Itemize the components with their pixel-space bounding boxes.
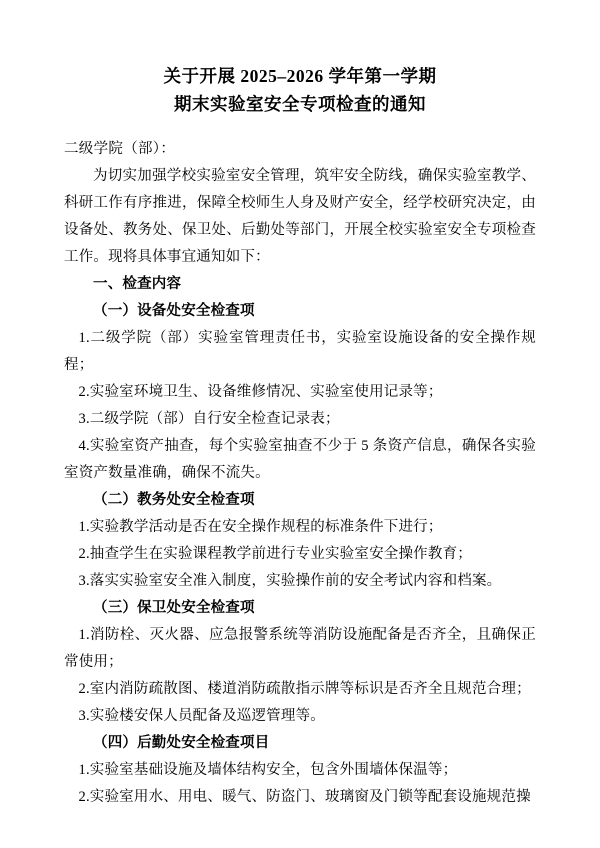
subsection-heading-equipment: （一）设备处安全检查项 xyxy=(93,303,255,319)
section-heading-inspection-content: 一、检查内容 xyxy=(93,276,182,292)
list-item: 3.落实实验室安全准入制度，实验操作前的安全考试内容和档案。 xyxy=(78,573,502,589)
list-item: 1.二级学院（部）实验室管理责任书，实验室设施设备的安全操作规程； xyxy=(64,330,536,373)
list-item: 1.消防栓、灭火器、应急报警系统等消防设施配备是否齐全，且确保正常使用； xyxy=(64,627,536,670)
list-item: 3.实验楼安保人员配备及巡逻管理等。 xyxy=(78,708,325,724)
list-item: 1.实验教学活动是否在安全操作规程的标准条件下进行； xyxy=(78,519,443,535)
list-item: 3.二级学院（部）自行安全检查记录表； xyxy=(78,411,340,427)
list-item: 1.实验室基础设施及墙体结构安全，包含外围墙体保温等； xyxy=(78,762,458,778)
addressee: 二级学院（部）： xyxy=(64,141,176,157)
page-title-line-2: 期末实验室安全专项检查的通知 xyxy=(174,94,426,114)
subsection-heading-security: （三）保卫处安全检查项 xyxy=(93,600,255,616)
list-item: 2.实验室环境卫生、设备维修情况、实验室使用记录等； xyxy=(78,384,443,400)
list-item: 2.实验室用水、用电、暖气、防盗门、玻璃窗及门锁等配套设施规范操 xyxy=(78,789,531,805)
list-item: 4.实验室资产抽查，每个实验室抽查不少于 5 条资产信息，确保各实验室资产数量准确，确保不流失。 xyxy=(64,438,536,481)
page-title-line-1: 关于开展 2025–2026 学年第一学期 xyxy=(163,66,437,86)
list-item: 2.室内消防疏散图、楼道消防疏散指示牌等标识是否齐全且规范合理； xyxy=(78,681,531,697)
intro-paragraph: 为切实加强学校实验室安全管理，筑牢安全防线，确保实验室教学、科研工作有序推进，保障全校师生人身及财产安全，经学校研究决定，由设备处、教务处、保卫处、后勤处等部门，开展全校实验室安全专项检查工作。现将具体事宜通知如下： xyxy=(64,168,536,265)
page-title xyxy=(64,62,536,118)
list-item: 2.抽查学生在实验课程教学前进行专业实验室安全操作教育； xyxy=(78,546,472,562)
subsection-heading-academic-affairs: （二）教务处安全检查项 xyxy=(93,492,255,508)
subsection-heading-logistics: （四）后勤处安全检查项目 xyxy=(93,735,270,751)
